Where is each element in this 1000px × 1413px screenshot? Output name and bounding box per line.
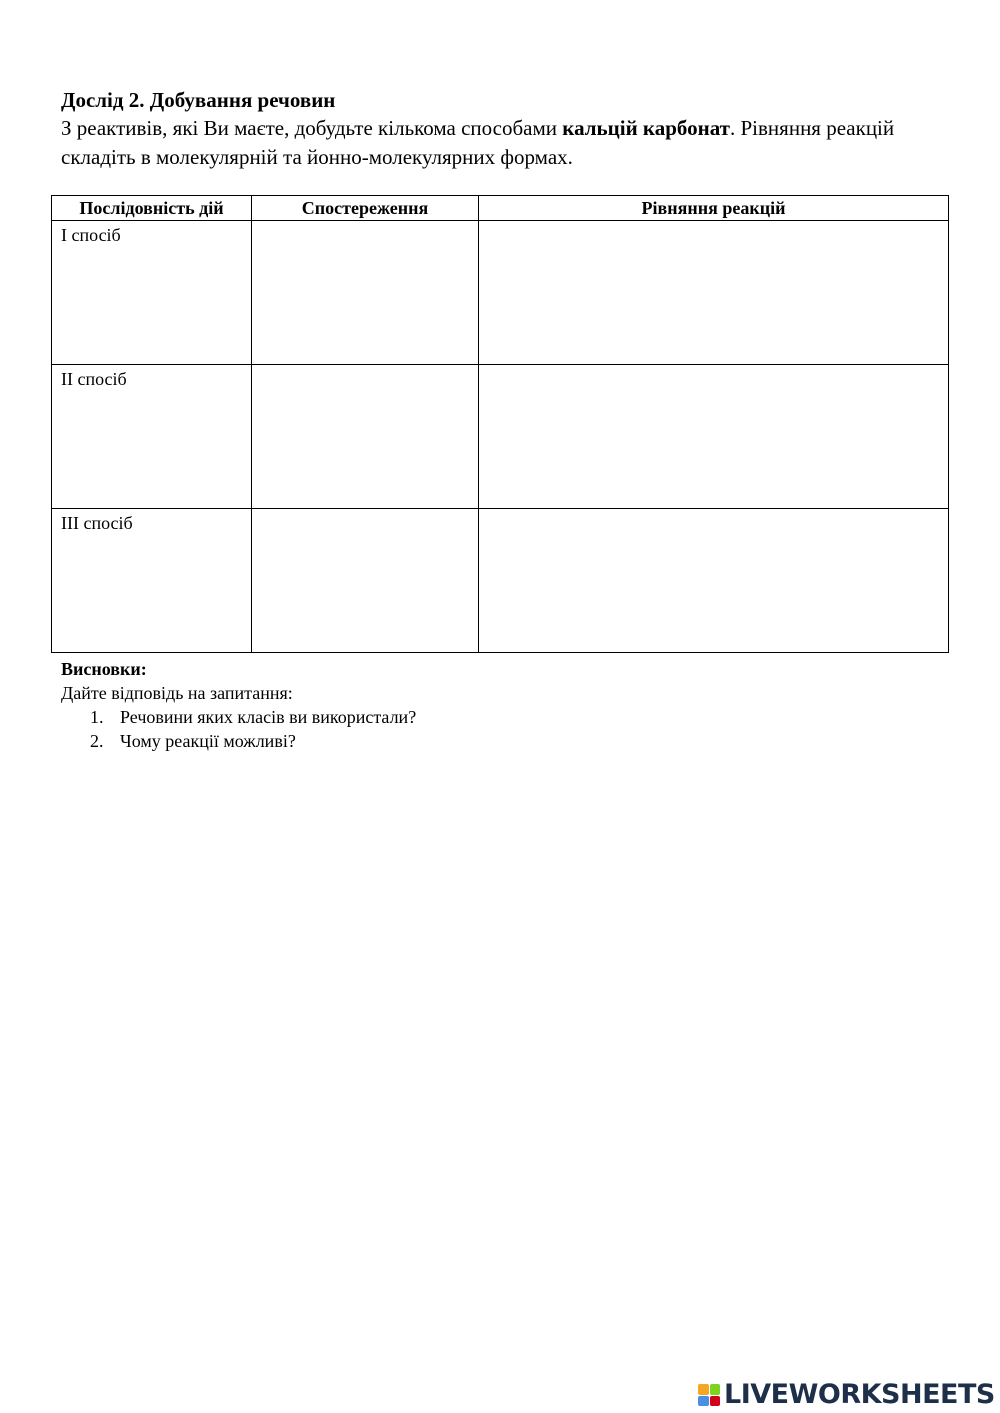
method-label: І спосіб: [61, 225, 121, 245]
logo-square: [710, 1384, 721, 1395]
observation-cell[interactable]: [252, 221, 479, 365]
header-sequence: Послідовність дій: [52, 196, 252, 221]
question-text: Речовини яких класів ви використали?: [120, 707, 417, 727]
method-label: ІІІ спосіб: [61, 513, 133, 533]
conclusions-title: Висновки:: [61, 659, 147, 679]
method-label: ІІ спосіб: [61, 369, 127, 389]
list-item: [61, 729, 416, 753]
question-number: 2.: [90, 731, 104, 751]
question-number: 1.: [90, 707, 104, 727]
method-cell[interactable]: [52, 365, 252, 509]
table-header-row: [52, 196, 949, 221]
equation-cell[interactable]: [479, 509, 949, 653]
header-observation: Спостереження: [252, 196, 479, 221]
logo-square: [698, 1396, 709, 1407]
liveworksheets-logo-icon: [698, 1384, 720, 1406]
logo-square: [710, 1396, 721, 1407]
conclusions-instruction: Дайте відповідь на запитання:: [61, 683, 293, 703]
table-row: [52, 509, 949, 653]
questions-list: [61, 705, 416, 753]
observation-cell[interactable]: [252, 509, 479, 653]
method-cell[interactable]: [52, 509, 252, 653]
liveworksheets-logo: [698, 1378, 995, 1412]
list-item: [61, 705, 416, 729]
observation-cell[interactable]: [252, 365, 479, 509]
experiment-intro: [61, 114, 941, 171]
intro-text-before: З реактивів, які Ви маєте, добудьте кількома способами: [61, 116, 563, 140]
logo-square: [698, 1384, 709, 1395]
method-cell[interactable]: [52, 221, 252, 365]
question-text: Чому реакції можливі?: [120, 731, 296, 751]
header-equations: Рівняння реакцій: [479, 196, 949, 221]
intro-text-bold: кальцій карбонат: [562, 116, 730, 140]
equation-cell[interactable]: [479, 365, 949, 509]
experiment-heading: Дослід 2. Добування речовин: [61, 88, 336, 112]
intro-text-after: . Рівняння реакцій складіть в молекулярній та йонно-молекулярних формах.: [61, 116, 895, 169]
table-row: [52, 365, 949, 509]
table-row: [52, 221, 949, 365]
equation-cell[interactable]: [479, 221, 949, 365]
experiment-table: [51, 195, 949, 653]
logo-text: LIVEWORKSHEETS: [724, 1379, 995, 1410]
